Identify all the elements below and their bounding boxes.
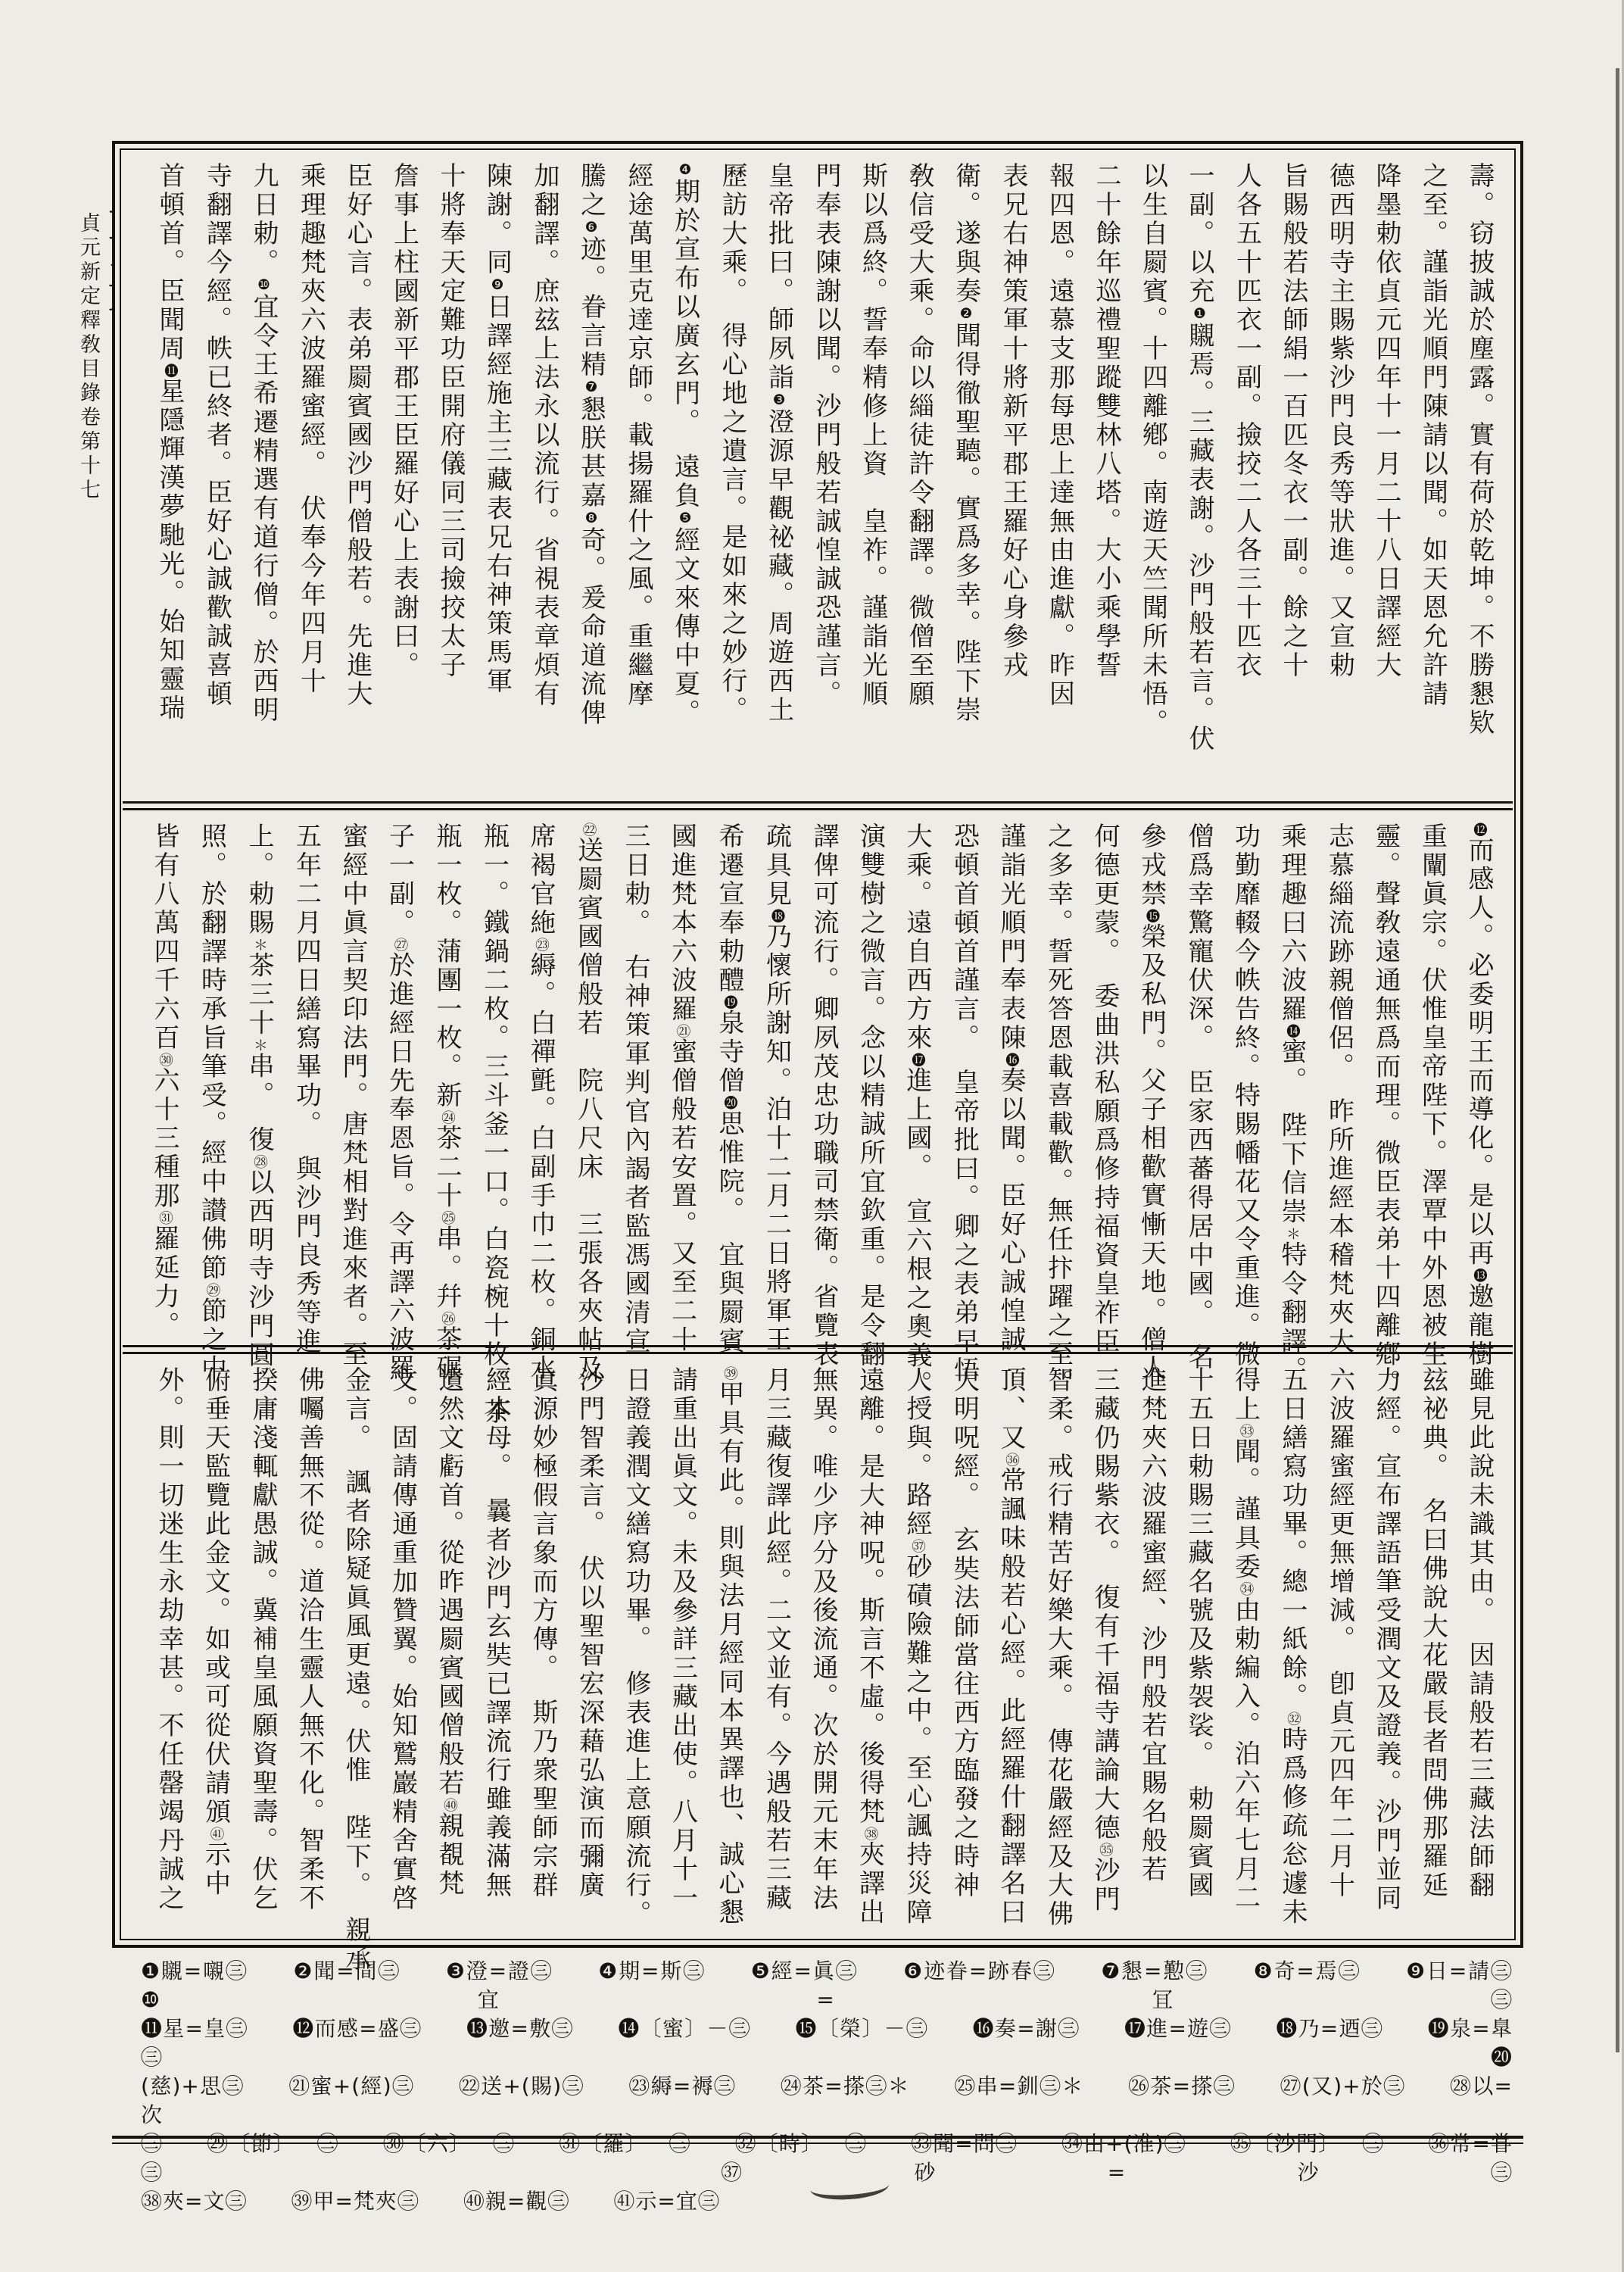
footnote-row: ⓫星=皇㊂ ⓬而感=盛㊂ ⓭邀=敷㊂ ⓮〔蜜〕－㊂ ⓯〔榮〕－㊂ ⓰奏=謝㊂ ⓱進=遊㊂ ⓲乃=迺㊂ ⓳泉=臯㊂ ⓴ bbox=[141, 2016, 1513, 2070]
text-column: 十將奉天定難功臣開府儀同三司撿挍太子 bbox=[435, 162, 466, 680]
text-column: 寺翻譯今經。帙已終者。臣好心誠歡誠喜頓 bbox=[201, 162, 232, 709]
text-column: 皆有八萬四千六百㉚六十三種那㉛羅延力。 bbox=[149, 822, 179, 1340]
text-column: 頂、又㊱常諷味般若心經。此經羅什翻譯名曰 bbox=[996, 1366, 1026, 1927]
text-column: 三日勅。 右神策軍判官內謁者監馮國清宣 bbox=[620, 822, 650, 1356]
text-column: 十五日勅賜三藏名號及紫袈裟。 勅罽賓國 bbox=[1183, 1366, 1214, 1900]
text-column: ❹期於宣布以廣玄門。 遠負❺經文來傳中夏。 bbox=[669, 162, 700, 728]
text-column: 上。勅賜＊茶三十＊串。 復㉘以西明寺沙門圓 bbox=[244, 822, 274, 1371]
text-column: 得上㉝聞。謹具委㉞由勅編入。泊六年七月二 bbox=[1230, 1366, 1261, 1913]
register-bottom bbox=[121, 1354, 1514, 1974]
text-column: 演雙樹之微言。念以精誠所宜欽重。是令翻 bbox=[855, 822, 886, 1369]
text-column: 旨賜般若法師絹一百匹冬衣一副。餘之十 bbox=[1278, 162, 1308, 680]
text-column: 日證義潤文繕寫功畢。 修表進上意願流行。 bbox=[621, 1366, 651, 1929]
text-column: 報四恩。遠慕支那每思上達無由進獻。昨因 bbox=[1044, 162, 1075, 709]
text-column: 皇帝批曰。師夙詣❸澄源早觀祕藏。周遊西土 bbox=[763, 162, 794, 725]
footnote-apparatus bbox=[141, 1957, 1557, 2216]
text-column: 以生自罽賓。十四離鄕。南遊天竺聞所未悟。 bbox=[1137, 162, 1168, 738]
bottom-rule bbox=[112, 2136, 1523, 2144]
text-column: 進梵夾六波羅蜜經、沙門般若宜賜名般若 bbox=[1136, 1366, 1167, 1884]
text-column: 人各五十匹衣一副。撿挍二人各三十匹衣 bbox=[1231, 162, 1262, 680]
footnote-row: (慈)+思㊂ ㉑蜜+(經)㊂ ㉒送+(賜)㊂ ㉓縟=褥㊂ ㉔茶=搽㊂＊ ㉕串=釧㊂＊ ㉖茶=搽㊂ ㉗(又)+於㊂ ㉘以=次 bbox=[141, 2074, 1513, 2127]
text-column: 佛囑善無不從。道洽生靈人無不化。智柔不 bbox=[294, 1366, 325, 1913]
text-column: 降墨勅依貞元四年十一月二十八日譯經大 bbox=[1371, 162, 1401, 680]
text-column: 遠離。是大神呪。斯言不虛。後得梵㊳夾譯出 bbox=[854, 1366, 885, 1927]
text-column: 六波羅蜜經更無增減。 卽貞元四年二月十 bbox=[1324, 1366, 1355, 1900]
footnote-row: ㊳夾=文㊂ ㊴甲=梵夾㊂ ㊵親=觀㊂ ㊶示=宜㊂ bbox=[141, 2189, 720, 2214]
text-column: 之多幸。誓死答恩載喜載歡。無任抃躍之至。 bbox=[1043, 822, 1074, 1398]
text-column: 壽。窃披誠於塵露。實有荷於乾坤。不勝懇欵 bbox=[1464, 162, 1495, 738]
text-column: 雖見此說未識其由。 因請般若三藏法師翻 bbox=[1464, 1366, 1495, 1900]
text-column: 揆庸淺輒獻愚誠。冀補皇風願資聖壽。伏乞 bbox=[248, 1366, 278, 1913]
text-column: 恐頓首頓首謹言。 皇帝批曰。卿之表弟早悟 bbox=[949, 822, 980, 1385]
text-column: 九日勅。❿宜令王希遷精選有道行僧。於西明 bbox=[248, 162, 279, 725]
text-column: 力經。宣布譯語筆受潤文及證義。沙門並同 bbox=[1371, 1366, 1401, 1913]
text-column: 請重出眞文。未及參詳三藏出使。八月十一 bbox=[667, 1366, 698, 1913]
text-column: 眞源妙極假言象而方傳。 斯乃衆聖師宗群 bbox=[528, 1366, 558, 1900]
text-column: ㉒送罽賓國僧般若 院八尺床 三張各夾帖及 bbox=[572, 822, 603, 1384]
text-column: 無異。唯少序分及後流通。次於開元末年法 bbox=[808, 1366, 838, 1913]
text-column: 何德更蒙。 委曲洪私願爲修持福資皇祚臣 bbox=[1089, 822, 1120, 1356]
text-column: 一副。以充❶䞋焉。三藏表謝。沙門般若言。伏 bbox=[1184, 162, 1214, 754]
text-column: 乘理趣梵夾六波羅蜜經。 伏奉今年四月十 bbox=[295, 162, 326, 696]
text-column: 詹事上柱國新平郡王臣羅好心上表謝曰。 bbox=[388, 162, 419, 680]
text-column: 加翻譯。庶玆上法永以流行。省視表章煩有 bbox=[529, 162, 560, 709]
text-column: 騰之❻迹。眷言精❼懇朕甚嘉❽奇。爰命道流俾 bbox=[575, 162, 606, 728]
text-column: 敎信受大乘。命以緇徒許令翻譯。微僧至願 bbox=[904, 162, 934, 709]
text-column: 大明呪經。 玄奘法師當往西方臨發之時神 bbox=[949, 1366, 980, 1900]
text-column: ㊴甲具有此。則與法月經同本異譯也、誠心懇 bbox=[714, 1366, 744, 1927]
text-column: 譯俾可流行。卿夙茂忠功職司禁衛。省覽表 bbox=[809, 822, 839, 1369]
text-column: 蜜經中眞言契印法門。唐梵相對進來者。至 bbox=[338, 822, 368, 1369]
footnote-row: ㊂ ㉙〔節〕－㊂ ㉚〔六〕－㊂ ㉛〔羅〕－㊂ ㉜〔時〕－㊂ ㉝聞=問㊂ ㉞由+(准)㊂ ㉟〔沙門〕－㊂ ㊱常=甞㊂ ㊲砂=沙㊂ bbox=[141, 2131, 1513, 2185]
text-column: 瓶一枚。蒲團一枚。新㉔茶二十㉕串。幷㉖茶碾 bbox=[432, 822, 462, 1384]
register-separator bbox=[123, 1345, 1513, 1354]
footnote-row: ❶䞋=嚫㊂ ❷聞=間㊂ ❸澄=證㊂ ❹期=斯㊂ ❺經=眞㊂ ❻迹眷=跡春㊂ ❼懇=懃㊂ ❽奇=焉㊂ ❾日=請㊂ ❿宜=冝㊂ bbox=[141, 1958, 1557, 2012]
text-column: 之至。謹詣光順門陳請以聞。如天恩允許請 bbox=[1417, 162, 1448, 709]
text-column: 二十餘年巡禮聖蹤雙林八塔。大小乘學誓 bbox=[1091, 162, 1121, 680]
text-column: 門奉表陳謝以聞。沙門般若誠惶誠恐謹言。 bbox=[811, 162, 841, 709]
text-column: 德西明寺主賜紫沙門良秀等狀進。又宣勅 bbox=[1324, 162, 1355, 680]
text-frame-border bbox=[112, 141, 1523, 1974]
register-separator bbox=[123, 801, 1513, 810]
text-column: 經本母。 曩者沙門玄奘已譯流行雖義滿無 bbox=[481, 1366, 512, 1900]
text-column: 月三藏復譯此經。二文並有。今遇般若三藏 bbox=[761, 1366, 792, 1913]
text-frame-inner bbox=[120, 148, 1516, 1974]
text-column: 文。固請傳通重加贊翼。始知鷲巖精舍實啓 bbox=[387, 1366, 418, 1913]
text-column: 乘理趣曰六波羅⓮蜜。 陛下信崇＊特令翻譯。 bbox=[1276, 822, 1307, 1385]
text-column: 金言。 諷者除疑眞風更遠。伏惟 陛下。 親承 bbox=[341, 1366, 371, 1974]
text-column: 照。於翻譯時承旨筆受。經中讃佛節㉙節之中 bbox=[196, 822, 227, 1384]
volume-title: 貞元新定釋敎目錄卷第十七 bbox=[76, 212, 100, 503]
text-column: 首頓首。臣聞周⓫星隱輝漢夢馳光。始知靈瑞 bbox=[154, 162, 185, 723]
text-column: 瓶一。鐵鍋二枚。三斗釜一口。白瓷椀十枚。茶 bbox=[478, 822, 510, 1427]
text-column: 謹詣光順門奉表陳⓰奏以聞。臣好心誠惶誠 bbox=[996, 822, 1026, 1355]
text-column: 五日繕寫功畢。總一紙餘。㉜時爲修疏忩遽未 bbox=[1277, 1366, 1308, 1927]
text-column: 參戎禁⓯榮及私門。父子相歡實慚天地。僧人 bbox=[1136, 822, 1167, 1384]
text-column: 外。則一切迷生永劫幸甚。不任罄竭丹誠之 bbox=[154, 1366, 184, 1913]
text-column: 大乘。遠自西方來⓱進上國。 宣六根之奧義。 bbox=[902, 822, 932, 1400]
text-column: 國進梵本六波羅㉑蜜僧般若安置。又至二十 bbox=[666, 822, 697, 1355]
text-column: 五年二月四日繕寫畢功。 與沙門良秀等進 bbox=[291, 822, 322, 1356]
text-column: 子一副。㉗於進經日先奉恩旨。令再譯六波羅 bbox=[384, 822, 415, 1384]
register-top bbox=[121, 150, 1514, 801]
text-column: 經途萬里克達京師。載揚羅什之風。重繼摩 bbox=[623, 162, 653, 709]
text-column: 玆祕典。 名曰佛說大花嚴長者問佛那羅延 bbox=[1417, 1366, 1448, 1900]
text-column: 疏具見⓲乃懷所謝知。泊十二月二日將軍王 bbox=[761, 822, 792, 1355]
text-column: 俯垂天監覽此金文。如或可從伏請頒㊶示中 bbox=[200, 1366, 231, 1899]
text-column: 斯以爲終。誓奉精修上資 皇祚。謹詣光順 bbox=[857, 162, 888, 709]
text-column: 遺然文虧首。從昨遇罽賓國僧般若㊵親覩梵 bbox=[434, 1366, 464, 1899]
text-column: 三藏仍賜紫衣。 復有千福寺講論大德㉟沙門 bbox=[1089, 1366, 1120, 1915]
text-column: 志慕緇流跡親僧侶。 昨所進經本稽梵夾大 bbox=[1323, 822, 1354, 1356]
text-column: 重闡眞宗。伏惟皇帝陛下。澤覃中外恩被生 bbox=[1417, 822, 1448, 1369]
scan-edge-artifact bbox=[1616, 68, 1619, 2052]
text-column: 臣好心言。表弟罽賓國沙門僧般若。先進大 bbox=[342, 162, 372, 709]
text-column: 希遷宣奉勅醴⓳泉寺僧⓴思惟院。 宜與罽賓 bbox=[714, 822, 744, 1356]
text-column: 靈。聲敎遠通無爲而理。微臣表弟十四離鄕。 bbox=[1370, 822, 1401, 1398]
text-column: 表兄右神策軍十將新平郡王羅好心身參戎 bbox=[998, 162, 1028, 680]
text-column: 沙門智柔言。 伏以聖智宏深藉弘演而彌廣 bbox=[574, 1366, 605, 1900]
text-column: ⓬而感人。必委明王而導化。是以再⓭邀龍樹 bbox=[1463, 822, 1494, 1369]
text-column: 陳謝。同❾日譯經施主三藏表兄右神策馬軍 bbox=[482, 162, 513, 696]
text-column: 智柔。戒行精苦好樂大乘。 傳花嚴經及大佛 bbox=[1043, 1366, 1074, 1929]
register-middle bbox=[121, 810, 1514, 1427]
text-column: 僧爲幸驚寵伏深。 臣家西蕃得居中國。 名 bbox=[1183, 822, 1214, 1372]
text-column: 席褐官絁㉓縟。白禪氈。白副手巾二枚。銅水 bbox=[525, 822, 556, 1384]
text-column: 衛。遂與奏❷聞得徹聖聽。實爲多幸。陛下崇 bbox=[950, 162, 981, 725]
text-column: 人授與。路經㊲砂磧險難之中。至心諷持災障 bbox=[902, 1366, 932, 1927]
text-column: 功勤靡輟今帙告終。特賜幡花又令重進。微 bbox=[1230, 822, 1261, 1369]
text-column: 歷訪大乘。 得心地之遺言。是如來之妙行。 bbox=[717, 162, 747, 725]
